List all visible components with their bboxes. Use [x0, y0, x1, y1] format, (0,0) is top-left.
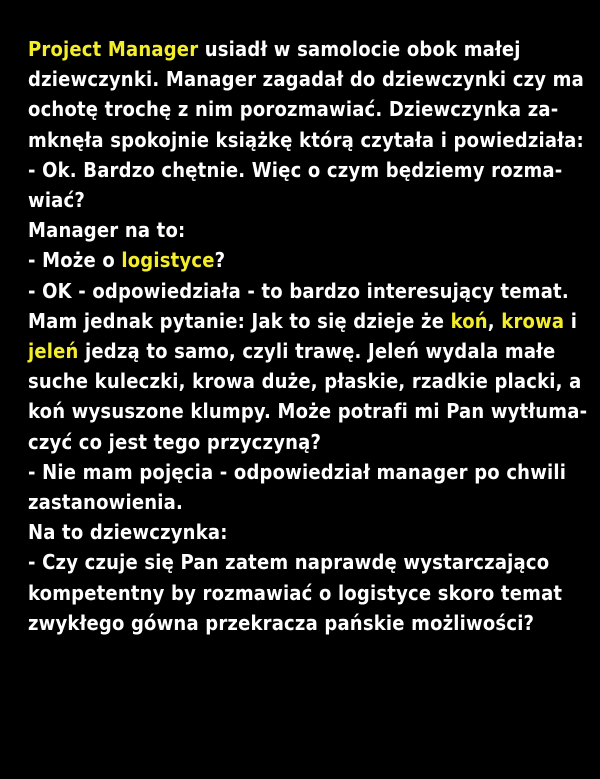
text-line [28, 279, 569, 303]
text-line [28, 611, 534, 635]
text-segment: suche kuleczki, krowa duże, płaskie, rzadkie placki, a [28, 369, 582, 394]
highlighted-word: koń [450, 308, 488, 333]
highlighted-word: Project Manager [28, 37, 199, 61]
text-segment: Mam jednak pytanie: Jak to się dzieje że [28, 308, 451, 333]
text-segment: - Czy czuje się Pan zatem naprawdę wystarczająco [28, 550, 550, 575]
text-segment: mknęła spokojnie książkę którą czytała i powiedziała: [28, 127, 584, 152]
text-segment: , [487, 308, 502, 333]
text-segment: - Ok. Bardzo chętnie. Więc o czym będziemy rozma- [28, 157, 563, 182]
text-segment: kompetentny by rozmawiać o logistyce skoro temat [28, 580, 563, 605]
text-segment: ochotę trochę z nim porozmawiać. Dziewczynka za- [28, 97, 559, 122]
text-segment: zwykłego gówna przekracza pańskie możliwości? [28, 610, 535, 635]
text-line [28, 37, 521, 61]
highlighted-word: logistyce [121, 248, 215, 273]
text-line [28, 399, 587, 423]
text-segment: usiadł w samolocie obok małej [198, 37, 521, 61]
text-segment: - OK - odpowiedziała - to bardzo interesujący temat. [28, 278, 569, 303]
text-line [28, 218, 185, 242]
text-segment: - Nie mam pojęcia - odpowiedział manager po chwili [28, 459, 567, 484]
text-line [28, 188, 85, 212]
text-segment: ? [214, 248, 226, 273]
text-line [28, 581, 562, 605]
text-segment: Manager na to: [28, 218, 186, 243]
text-segment: i [564, 308, 578, 333]
highlighted-word: krowa [501, 308, 565, 333]
text-segment: - Może o [28, 248, 122, 273]
text-line [28, 309, 577, 333]
text-line [28, 158, 562, 182]
text-line [28, 369, 581, 393]
text-line [28, 97, 558, 121]
text-segment: koń wysuszone klumpy. Może potrafi mi Pan wytłuma- [28, 399, 588, 424]
text-line [28, 248, 225, 272]
text-line [28, 430, 321, 454]
highlighted-word: jeleń [28, 339, 79, 363]
text-line [28, 339, 555, 363]
text-line [28, 128, 584, 152]
text-line [28, 550, 549, 574]
text-segment: czyć co jest tego przyczyną? [28, 429, 322, 454]
text-segment: Na to dziewczynka: [28, 520, 228, 545]
text-line [28, 460, 566, 484]
text-line [28, 490, 183, 514]
text-line [28, 67, 584, 91]
text-segment: jedzą to samo, czyli trawę. Jeleń wydala małe [78, 339, 556, 363]
text-segment: dziewczynki. Manager zagadał do dziewczynki czy ma [28, 67, 584, 92]
text-segment: zastanowienia. [28, 490, 183, 514]
text-segment: wiać? [28, 188, 86, 212]
text-line [28, 520, 228, 544]
